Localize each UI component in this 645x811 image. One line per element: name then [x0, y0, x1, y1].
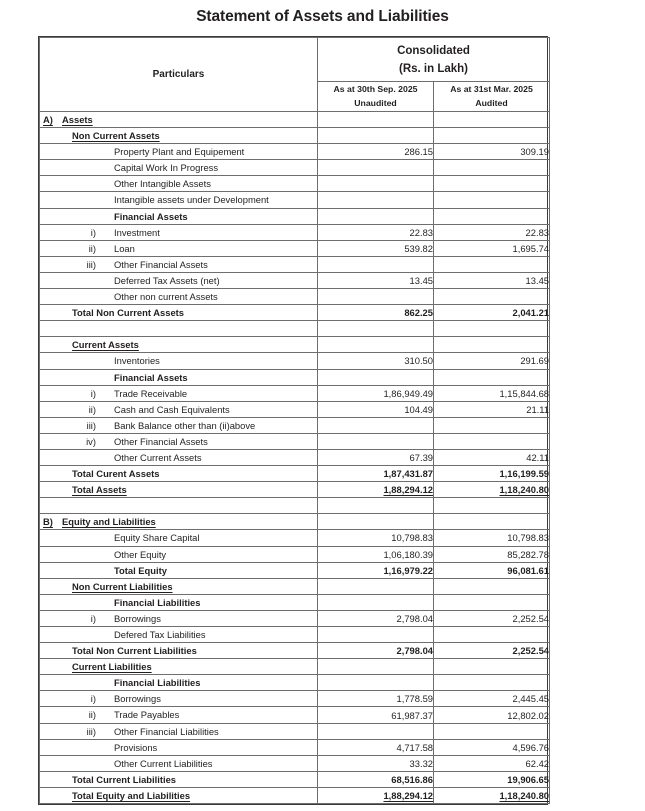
row-label-cell	[40, 417, 318, 433]
row-value-period-2	[434, 466, 550, 482]
value-text: 309.19	[520, 146, 549, 158]
table-row	[40, 643, 550, 659]
table-row	[40, 691, 550, 707]
row-label-cell	[40, 610, 318, 626]
consolidated-label: Consolidated	[397, 44, 470, 57]
value-text: 21.11	[526, 403, 549, 415]
row-label: Borrowings	[114, 693, 161, 705]
table-row	[40, 771, 550, 787]
value-text: 1,778.59	[396, 693, 433, 705]
row-value-period-1	[318, 627, 434, 643]
row-label-cell	[40, 433, 318, 449]
table-row	[40, 739, 550, 755]
row-value-period-1	[318, 449, 434, 465]
row-label-cell	[40, 112, 318, 128]
row-value-period-2	[434, 401, 550, 417]
value-text: 62.42	[525, 757, 549, 769]
value-text: 10,798.83	[507, 532, 549, 544]
row-label: Total Non Current Liabilities	[72, 645, 197, 657]
units-label: (Rs. in Lakh)	[398, 62, 468, 75]
value-text: 85,282.78	[507, 548, 549, 560]
value-text: 33.32	[409, 757, 433, 769]
row-value-period-1	[318, 610, 434, 626]
table-row	[40, 144, 550, 160]
row-value-period-1	[318, 385, 434, 401]
row-value-period-2	[434, 369, 550, 385]
table-row	[40, 128, 550, 144]
row-value-period-2	[434, 192, 550, 208]
row-value-period-2	[434, 643, 550, 659]
row-label-cell	[40, 160, 318, 176]
row-value-period-2	[434, 417, 550, 433]
row-value-period-1	[318, 417, 434, 433]
value-text: 2,252.54	[512, 645, 549, 657]
row-label: Defered Tax Liabilities	[114, 629, 206, 640]
row-label: Total Curent Assets	[72, 468, 160, 480]
row-value-period-1	[318, 160, 434, 176]
table-row	[40, 675, 550, 691]
period-1-date: As at 30th Sep. 2025	[333, 84, 418, 94]
row-label-cell	[40, 144, 318, 160]
row-label-cell	[40, 739, 318, 755]
row-label: Other Equity	[114, 548, 167, 560]
row-label-cell	[40, 562, 318, 578]
row-value-period-1	[318, 192, 434, 208]
row-value-period-1	[318, 643, 434, 659]
row-label: Financial Assets	[114, 371, 188, 383]
table-row	[40, 530, 550, 546]
value-text: 96,081.61	[507, 564, 549, 576]
row-label: Inventories	[114, 355, 160, 367]
row-label-cell	[40, 578, 318, 594]
value-text: 1,18,240.80	[499, 484, 549, 496]
value-text: 13.45	[525, 274, 549, 286]
row-label-cell	[40, 305, 318, 321]
row-label-cell	[40, 224, 318, 240]
row-label: Other Financial Liabilities	[114, 725, 219, 737]
value-text: 19,906.65	[507, 773, 549, 785]
row-value-period-1	[318, 272, 434, 288]
row-value-period-2	[434, 176, 550, 192]
row-value-period-2	[434, 739, 550, 755]
row-value-period-1	[318, 337, 434, 353]
row-value-period-2	[434, 240, 550, 256]
table-row	[40, 659, 550, 675]
row-value-period-2	[434, 321, 550, 337]
table-row	[40, 112, 550, 128]
row-label: Financial Liabilities	[114, 596, 201, 608]
row-value-period-2	[434, 144, 550, 160]
row-label-cell	[40, 498, 318, 514]
row-value-period-1	[318, 433, 434, 449]
row-numeral: iii)	[86, 419, 96, 431]
value-text: 68,516.86	[391, 773, 433, 785]
row-label-cell	[40, 675, 318, 691]
row-value-period-1	[318, 514, 434, 530]
row-label-cell	[40, 289, 318, 305]
row-value-period-1	[318, 739, 434, 755]
row-value-period-2	[434, 305, 550, 321]
row-label-cell	[40, 594, 318, 610]
row-label-cell	[40, 707, 318, 723]
row-value-period-2	[434, 449, 550, 465]
table-row	[40, 401, 550, 417]
row-value-period-1	[318, 659, 434, 675]
row-label-cell	[40, 321, 318, 337]
table-row	[40, 353, 550, 369]
row-value-period-1	[318, 208, 434, 224]
table-row	[40, 224, 550, 240]
row-label-cell	[40, 353, 318, 369]
value-text: 862.25	[404, 307, 433, 319]
column-header-period-1	[318, 82, 434, 112]
value-text: 1,86,949.49	[383, 387, 433, 399]
row-label: Other Financial Assets	[114, 258, 208, 270]
row-value-period-1	[318, 530, 434, 546]
row-value-period-1	[318, 305, 434, 321]
row-value-period-2	[434, 707, 550, 723]
row-label-cell	[40, 466, 318, 482]
row-numeral: ii)	[88, 709, 96, 721]
row-value-period-1	[318, 128, 434, 144]
row-value-period-1	[318, 675, 434, 691]
row-value-period-2	[434, 353, 550, 369]
row-value-period-2	[434, 433, 550, 449]
period-2-status: Audited	[475, 97, 508, 108]
row-value-period-2	[434, 787, 550, 803]
row-label-cell	[40, 337, 318, 353]
row-label-cell	[40, 691, 318, 707]
value-text: 539.82	[404, 242, 433, 254]
row-label-cell	[40, 176, 318, 192]
row-value-period-1	[318, 353, 434, 369]
row-label: Other Financial Assets	[114, 435, 208, 447]
value-text: 10,798.83	[391, 532, 433, 544]
row-label: Current Liabilities	[72, 661, 152, 673]
value-text: 2,798.04	[396, 645, 433, 657]
row-value-period-2	[434, 562, 550, 578]
row-label: Provisions	[114, 741, 158, 753]
row-label: Other Current Assets	[114, 451, 202, 463]
row-value-period-1	[318, 498, 434, 514]
table-row	[40, 176, 550, 192]
value-text: 13.45	[409, 274, 433, 286]
row-label: Intangible assets under Development	[114, 194, 269, 206]
column-header-period-2	[434, 82, 550, 112]
row-value-period-1	[318, 112, 434, 128]
value-text: 310.50	[404, 355, 433, 367]
row-value-period-2	[434, 578, 550, 594]
row-value-period-2	[434, 610, 550, 626]
value-text: 12,802.02	[507, 709, 549, 721]
row-value-period-2	[434, 771, 550, 787]
row-value-period-1	[318, 707, 434, 723]
row-value-period-1	[318, 691, 434, 707]
table-row	[40, 562, 550, 578]
row-label: Other Intangible Assets	[114, 178, 211, 190]
row-numeral: i)	[90, 387, 96, 399]
table-spacer-row	[40, 498, 550, 514]
value-text: 2,445.45	[512, 693, 549, 705]
value-text: 4,717.58	[396, 741, 433, 753]
table-row	[40, 610, 550, 626]
row-label: Current Assets	[72, 339, 139, 351]
row-value-period-2	[434, 498, 550, 514]
assets-liabilities-table	[39, 37, 550, 804]
table-row	[40, 305, 550, 321]
row-value-period-2	[434, 627, 550, 643]
table-row	[40, 385, 550, 401]
row-value-period-1	[318, 144, 434, 160]
row-label: Total Equity and Liabilities	[72, 789, 191, 801]
table-row	[40, 546, 550, 562]
value-text: 42.11	[526, 452, 549, 464]
row-value-period-1	[318, 771, 434, 787]
table-row	[40, 369, 550, 385]
value-text: 1,87,431.87	[383, 468, 433, 480]
table-row	[40, 755, 550, 771]
table-row	[40, 289, 550, 305]
row-label: Other non current Assets	[114, 291, 218, 303]
table-row	[40, 627, 550, 643]
row-value-period-2	[434, 337, 550, 353]
row-value-period-1	[318, 289, 434, 305]
page-title: Statement of Assets and Liabilities	[196, 8, 449, 25]
value-text: 1,695.74	[512, 242, 549, 254]
row-value-period-2	[434, 691, 550, 707]
row-value-period-2	[434, 546, 550, 562]
value-text: 22.83	[525, 226, 549, 238]
row-numeral: iii)	[86, 725, 96, 737]
row-value-period-1	[318, 369, 434, 385]
row-label-cell	[40, 240, 318, 256]
row-label-cell	[40, 128, 318, 144]
row-value-period-1	[318, 482, 434, 498]
table-row	[40, 433, 550, 449]
row-value-period-1	[318, 723, 434, 739]
row-numeral: ii)	[88, 242, 96, 254]
table-row	[40, 208, 550, 224]
row-value-period-2	[434, 160, 550, 176]
row-numeral: ii)	[88, 403, 96, 415]
table-row	[40, 514, 550, 530]
value-text: 4,596.76	[512, 741, 549, 753]
value-text: 22.83	[409, 226, 433, 238]
row-label-cell	[40, 482, 318, 498]
row-label: Equity Share Capital	[114, 532, 200, 544]
row-label: Trade Receivable	[114, 387, 188, 399]
row-value-period-2	[434, 675, 550, 691]
value-text: 1,16,199.59	[499, 468, 549, 480]
row-value-period-2	[434, 208, 550, 224]
row-label: Total Equity	[114, 564, 167, 576]
table-row	[40, 160, 550, 176]
row-value-period-1	[318, 321, 434, 337]
row-label-cell	[40, 627, 318, 643]
row-label: Bank Balance other than (ii)above	[114, 419, 256, 431]
table-row	[40, 482, 550, 498]
column-header-particulars: Particulars	[40, 38, 318, 112]
table-row	[40, 449, 550, 465]
row-label: Non Current Assets	[72, 130, 160, 142]
row-label-cell	[40, 546, 318, 562]
value-text: 104.49	[404, 403, 433, 415]
table-row	[40, 240, 550, 256]
row-value-period-2	[434, 755, 550, 771]
value-text: 1,88,294.12	[383, 484, 433, 496]
value-text: 291.69	[520, 355, 549, 367]
table-spacer-row	[40, 321, 550, 337]
row-label: Capital Work In Progress	[114, 162, 219, 174]
row-label-cell	[40, 643, 318, 659]
value-text: 2,798.04	[396, 612, 433, 624]
row-label-cell	[40, 272, 318, 288]
row-label-cell	[40, 787, 318, 803]
row-value-period-2	[434, 723, 550, 739]
row-label: Deferred Tax Assets (net)	[114, 274, 220, 286]
row-label-cell	[40, 659, 318, 675]
period-1-status: Unaudited	[354, 97, 397, 108]
row-label: Trade Payables	[114, 709, 180, 721]
table-row	[40, 337, 550, 353]
table-row	[40, 192, 550, 208]
row-value-period-2	[434, 530, 550, 546]
row-label-cell	[40, 755, 318, 771]
table-row	[40, 594, 550, 610]
table-row	[40, 466, 550, 482]
table-header	[40, 38, 550, 112]
row-value-period-1	[318, 176, 434, 192]
row-label-cell	[40, 369, 318, 385]
row-numeral: i)	[90, 693, 96, 705]
row-value-period-1	[318, 562, 434, 578]
row-value-period-1	[318, 224, 434, 240]
table-row	[40, 272, 550, 288]
row-label-cell	[40, 449, 318, 465]
row-value-period-1	[318, 240, 434, 256]
row-value-period-1	[318, 256, 434, 272]
row-value-period-1	[318, 755, 434, 771]
row-value-period-2	[434, 272, 550, 288]
row-value-period-2	[434, 514, 550, 530]
row-value-period-1	[318, 578, 434, 594]
column-header-consolidated	[318, 38, 550, 82]
row-label-cell	[40, 256, 318, 272]
value-text: 61,987.37	[391, 709, 433, 721]
row-label: Property Plant and Equipement	[114, 146, 245, 158]
section-letter: A)	[43, 114, 53, 125]
value-text: 67.39	[409, 452, 433, 464]
row-label: Total Current Liabilities	[72, 773, 177, 785]
value-text: 286.15	[404, 146, 433, 158]
row-label: Cash and Cash Equivalents	[114, 403, 230, 415]
row-label: Total Non Current Assets	[72, 307, 184, 319]
row-label-cell	[40, 771, 318, 787]
row-label: Financial Liabilities	[114, 677, 201, 689]
row-label: Non Current Liabilities	[72, 580, 173, 592]
table-row	[40, 723, 550, 739]
row-label-cell	[40, 530, 318, 546]
row-value-period-2	[434, 128, 550, 144]
row-value-period-2	[434, 112, 550, 128]
table-row	[40, 417, 550, 433]
value-text: 1,18,240.80	[499, 789, 549, 801]
row-value-period-2	[434, 224, 550, 240]
row-label: Loan	[114, 242, 135, 254]
table-row	[40, 256, 550, 272]
table-row	[40, 707, 550, 723]
row-value-period-1	[318, 546, 434, 562]
row-value-period-2	[434, 594, 550, 610]
value-text: 1,15,844.68	[499, 387, 549, 399]
row-label-cell	[40, 723, 318, 739]
row-value-period-2	[434, 256, 550, 272]
value-text: 1,06,180.39	[383, 548, 433, 560]
period-2-date: As at 31st Mar. 2025	[450, 84, 533, 94]
row-value-period-1	[318, 787, 434, 803]
section-title: Assets	[62, 114, 93, 125]
value-text: 1,88,294.12	[383, 789, 433, 801]
row-value-period-1	[318, 466, 434, 482]
row-label: Other Current Liabilities	[114, 757, 213, 769]
section-letter: B)	[43, 516, 53, 528]
row-label-cell	[40, 208, 318, 224]
row-label-cell	[40, 385, 318, 401]
row-numeral: iii)	[86, 258, 96, 270]
value-text: 1,16,979.22	[383, 564, 433, 576]
assets-liabilities-table-container	[38, 36, 548, 805]
row-numeral: i)	[90, 226, 96, 238]
table-row	[40, 787, 550, 803]
row-value-period-2	[434, 482, 550, 498]
value-text: 2,041.21	[512, 307, 549, 319]
row-numeral: i)	[90, 612, 96, 624]
row-label: Financial Assets	[114, 210, 188, 222]
value-text: 2,252.54	[512, 612, 549, 624]
row-label-cell	[40, 514, 318, 530]
row-value-period-2	[434, 289, 550, 305]
row-label: Total Assets	[72, 484, 127, 496]
table-row	[40, 578, 550, 594]
row-value-period-1	[318, 594, 434, 610]
row-value-period-2	[434, 385, 550, 401]
row-value-period-1	[318, 401, 434, 417]
row-label: Investment	[114, 226, 160, 238]
row-value-period-2	[434, 659, 550, 675]
row-label-cell	[40, 401, 318, 417]
section-title: Equity and Liabilities	[62, 516, 156, 528]
row-numeral: iv)	[86, 435, 96, 447]
table-body	[40, 112, 550, 804]
row-label: Borrowings	[114, 612, 161, 624]
row-label-cell	[40, 192, 318, 208]
